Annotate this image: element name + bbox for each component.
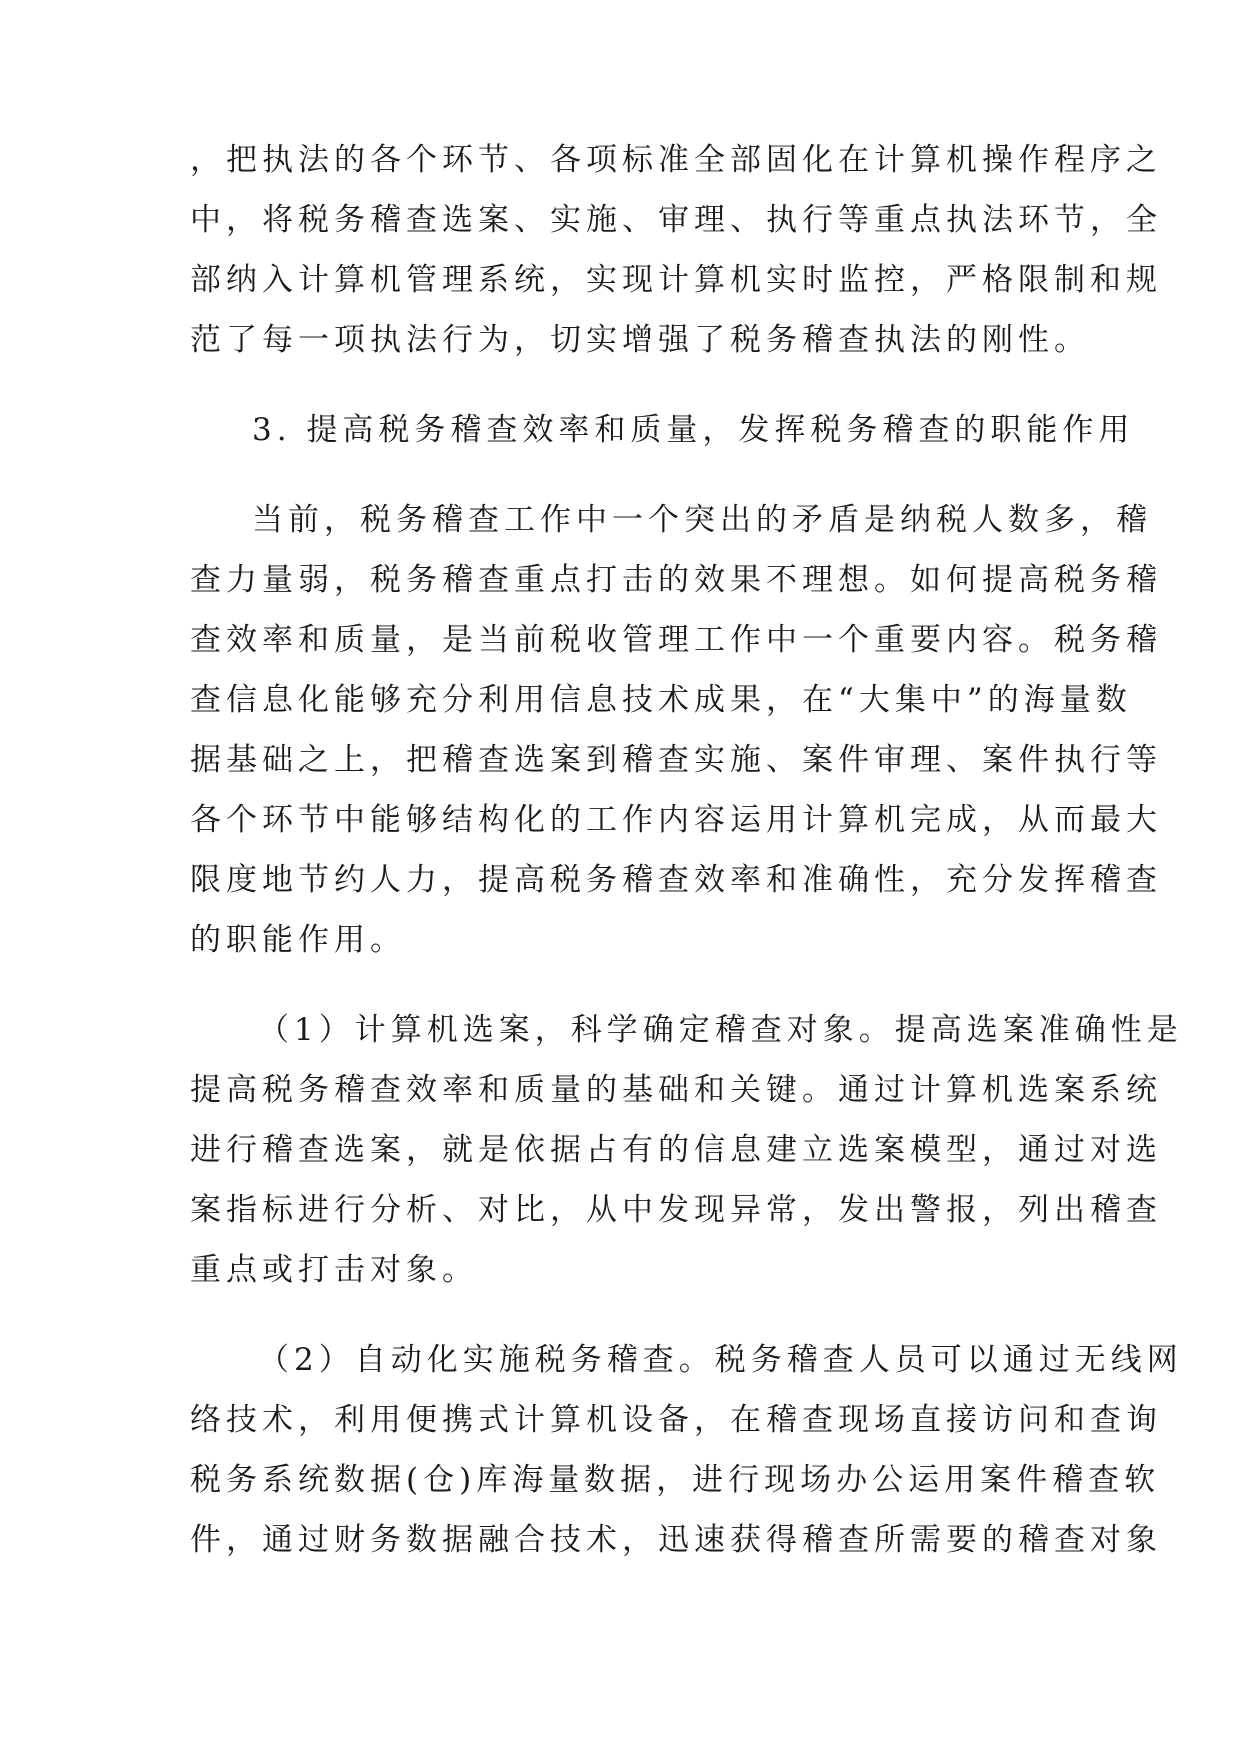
text-line-15: 提高税务稽查效率和质量的基础和关键。通过计算机选案系统 <box>190 1072 1162 1108</box>
text-line-20: 络技术，利用便携式计算机设备，在稽查现场直接访问和查询 <box>190 1402 1162 1438</box>
text-line-19: （2）自动化实施税务稽查。税务稽查人员可以通过无线网 <box>258 1342 1183 1378</box>
text-line-16: 进行稽查选案，就是依据占有的信息建立选案模型，通过对选 <box>190 1132 1162 1168</box>
text-line-6: 当前，税务稽查工作中一个突出的矛盾是纳税人数多，稽 <box>252 502 1152 538</box>
text-line-13: 的职能作用。 <box>190 922 406 958</box>
section-heading: 3. 提高税务稽查效率和质量，发挥税务稽查的职能作用 <box>252 412 1135 448</box>
text-line-21: 税务系统数据(仓)库海量数据，进行现场办公运用案件稽查软 <box>190 1462 1161 1498</box>
text-line-4: 范了每一项执法行为，切实增强了税务稽查执法的刚性。 <box>190 322 1090 358</box>
text-line-12: 限度地节约人力，提高税务稽查效率和准确性，充分发挥稽查 <box>190 862 1162 898</box>
text-line-8: 查效率和质量，是当前税收管理工作中一个重要内容。税务稽 <box>190 622 1162 658</box>
text-line-2: 中，将税务稽查选案、实施、审理、执行等重点执法环节，全 <box>190 202 1162 238</box>
text-line-1: ，把执法的各个环节、各项标准全部固化在计算机操作程序之 <box>190 142 1162 178</box>
text-line-9: 查信息化能够充分利用信息技术成果，在“大集中”的海量数 <box>190 682 1132 718</box>
text-line-10: 据基础之上，把稽查选案到稽查实施、案件审理、案件执行等 <box>190 742 1162 778</box>
text-line-3: 部纳入计算机管理系统，实现计算机实时监控，严格限制和规 <box>190 262 1162 298</box>
text-line-7: 查力量弱，税务稽查重点打击的效果不理想。如何提高税务稽 <box>190 562 1162 598</box>
text-line-22: 件，通过财务数据融合技术，迅速获得稽查所需要的稽查对象 <box>190 1522 1162 1558</box>
text-line-17: 案指标进行分析、对比，从中发现异常，发出警报，列出稽查 <box>190 1192 1162 1228</box>
text-line-18: 重点或打击对象。 <box>190 1252 478 1288</box>
text-line-11: 各个环节中能够结构化的工作内容运用计算机完成，从而最大 <box>190 802 1162 838</box>
text-line-14: （1）计算机选案，科学确定稽查对象。提高选案准确性是 <box>258 1012 1183 1048</box>
